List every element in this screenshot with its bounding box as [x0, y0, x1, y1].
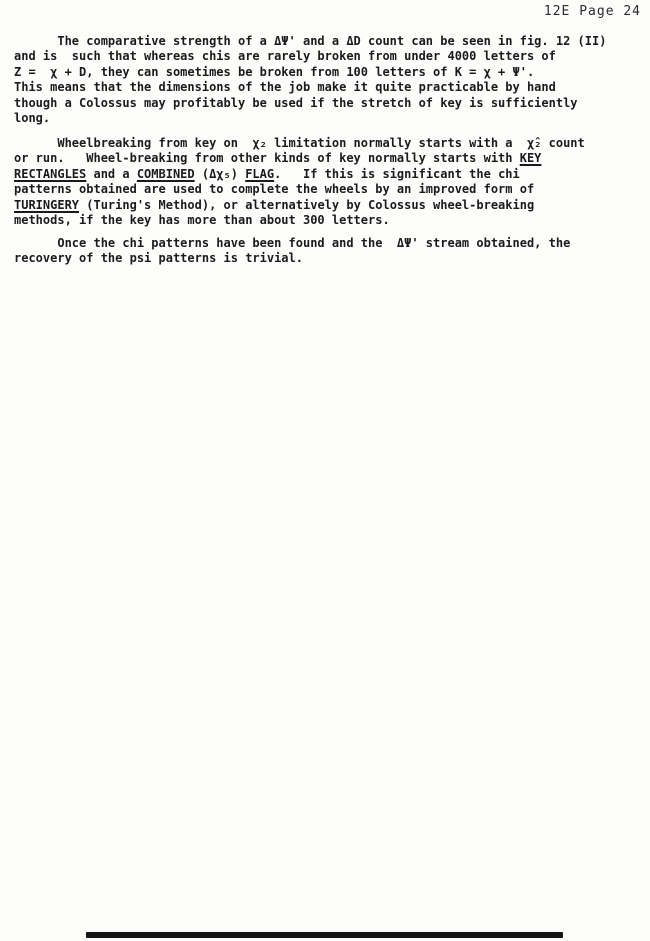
paragraph-chi-patterns	[14, 236, 644, 267]
text-line	[14, 34, 644, 49]
text-line	[14, 96, 644, 111]
text-segment: or run. Wheel-breaking from other kinds of key normally starts with	[14, 151, 520, 166]
paragraph-wheelbreaking	[14, 136, 644, 228]
text-line	[14, 49, 644, 64]
text-segment: recovery of the psi patterns is trivial.	[14, 251, 303, 266]
text-segment: long.	[14, 111, 51, 126]
text-line	[14, 136, 644, 151]
text-segment: though a Colossus may profitably be used if the stretch of key is sufficiently	[14, 95, 578, 110]
underlined-term: FLAG	[245, 166, 275, 181]
underlined-term: KEY	[519, 151, 542, 166]
text-segment: (Turing's Method), or alternatively by Colossus wheel-breaking	[79, 197, 535, 212]
page-number-header: 12E Page 24	[543, 4, 641, 19]
text-segment: . If this is significant the chi	[274, 166, 520, 181]
text-line	[14, 182, 644, 197]
text-line	[14, 251, 644, 266]
text-line	[14, 151, 644, 166]
text-line	[14, 236, 644, 251]
text-line	[14, 111, 644, 126]
text-line	[14, 167, 644, 182]
text-segment: (Δχ₅)	[194, 166, 246, 181]
underlined-term: TURINGERY	[14, 197, 80, 212]
text-segment: The comparative strength of a ΔΨ' and a ΔD count can be seen in fig. 12 (II)	[14, 34, 607, 48]
text-segment: Wheelbreaking from key on χ₂ limitation normally starts with a χ̂₂ count	[14, 136, 585, 150]
scan-edge-artifact	[86, 932, 563, 938]
text-segment: and a	[86, 166, 137, 181]
text-segment: This means that the dimensions of the job make it quite practicable by hand	[14, 80, 556, 95]
text-segment: Z = χ + D, they can sometimes be broken from 100 letters of K = χ + Ψ'.	[14, 64, 535, 79]
underlined-term: RECTANGLES	[14, 166, 87, 181]
paragraph-comparative-strength	[14, 34, 644, 126]
text-segment: and is such that whereas chis are rarely broken from under 4000 letters of	[14, 49, 556, 64]
text-line	[14, 80, 644, 95]
text-segment: Once the chi patterns have been found and the ΔΨ' stream obtained, the	[14, 236, 571, 250]
text-segment: patterns obtained are used to complete the wheels by an improved form of	[14, 182, 535, 197]
text-line	[14, 213, 644, 228]
underlined-term: COMBINED	[136, 166, 195, 181]
text-line	[14, 198, 644, 213]
text-line	[14, 65, 644, 80]
text-segment: methods, if the key has more than about 300 letters.	[14, 213, 390, 228]
